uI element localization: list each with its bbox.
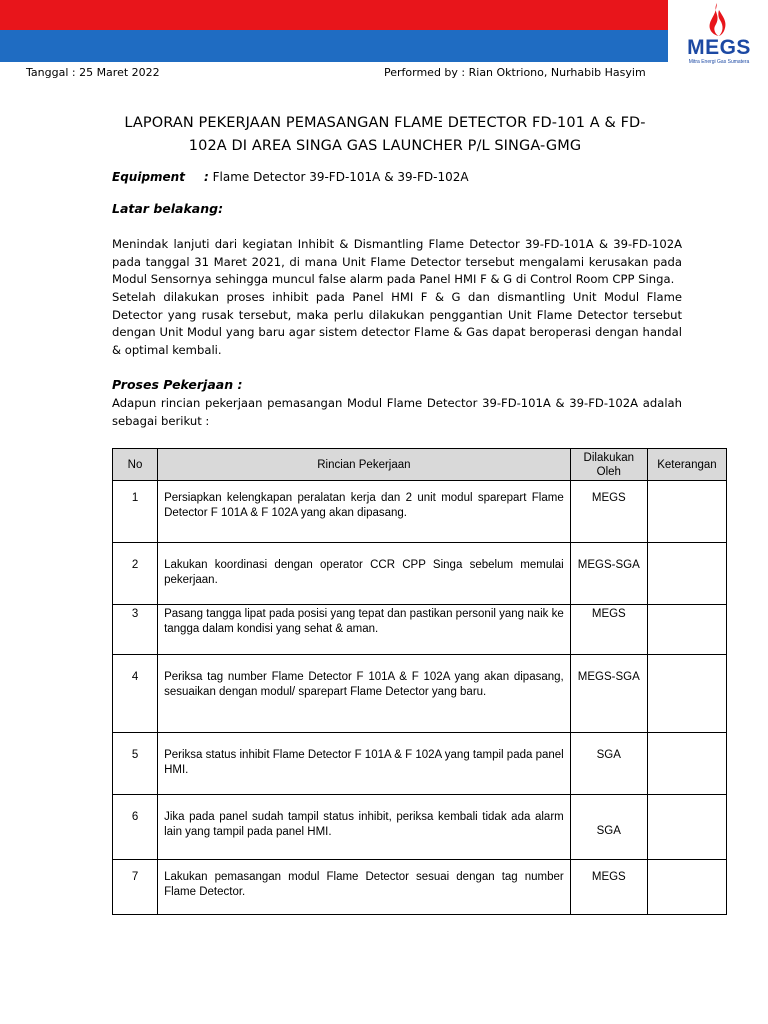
row-no: 3 bbox=[113, 605, 158, 655]
flame-icon bbox=[702, 2, 732, 38]
row-note bbox=[647, 655, 726, 733]
header-desc: Rincian Pekerjaan bbox=[158, 449, 571, 481]
row-by: MEGS bbox=[570, 605, 647, 655]
row-no: 2 bbox=[113, 543, 158, 605]
row-desc: Jika pada panel sudah tampil status inhibit, periksa kembali tidak ada alarm lain yang tampil pada panel HMI. bbox=[158, 795, 571, 860]
row-note bbox=[647, 795, 726, 860]
header-blue-stripe bbox=[0, 30, 668, 62]
background-heading: Latar belakang: bbox=[112, 201, 224, 216]
header-by: Dilakukan Oleh bbox=[570, 449, 647, 481]
brand-name: MEGS bbox=[687, 36, 751, 59]
header-red-stripe bbox=[0, 0, 668, 30]
table-row bbox=[113, 543, 727, 605]
report-date: Tanggal : 25 Maret 2022 bbox=[26, 66, 160, 79]
brand-tagline: Mitra Energi Gas Sumatera bbox=[688, 59, 750, 65]
process-heading: Proses Pekerjaan : bbox=[112, 377, 243, 392]
background-paragraph-2: Setelah dilakukan proses inhibit pada Panel HMI F & G dan dismantling Unit Modul Flame Detector yang rusak tersebut, maka perlu dilakukan penggantian Unit Flame Detector tersebut dengan Unit Modul yang baru agar sistem detector Flame & Gas dapat beroperasi dengan handal & optimal kembali. bbox=[112, 290, 682, 357]
background-paragraph-1: Menindak lanjuti dari kegiatan Inhibit & Dismantling Flame Detector 39-FD-101A & 39-FD-102A pada tanggal 31 Maret 2021, di mana Unit Flame Detector tersebut mengalami kerusakan pada Modul Sensornya sehingga muncul false alarm pada Panel HMI F & G di Control Room CPP Singa. bbox=[112, 237, 682, 286]
row-note bbox=[647, 543, 726, 605]
row-no: 5 bbox=[113, 733, 158, 795]
row-by: MEGS-SGA bbox=[570, 655, 647, 733]
row-note bbox=[647, 481, 726, 543]
row-no: 7 bbox=[113, 860, 158, 915]
equipment-line bbox=[112, 170, 469, 184]
megs-logo bbox=[672, 2, 764, 64]
header-note: Keterangan bbox=[647, 449, 726, 481]
header-no: No bbox=[113, 449, 158, 481]
table-row bbox=[113, 605, 727, 655]
row-by: MEGS bbox=[570, 860, 647, 915]
row-desc: Lakukan koordinasi dengan operator CCR CPP Singa sebelum memulai pekerjaan. bbox=[158, 543, 571, 605]
row-desc: Pasang tangga lipat pada posisi yang tepat dan pastikan personil yang naik ke tangga dalam kondisi yang sehat & aman. bbox=[158, 605, 571, 655]
row-desc: Persiapkan kelengkapan peralatan kerja dan 2 unit modul sparepart Flame Detector F 101A & F 102A yang akan dipasang. bbox=[158, 481, 571, 543]
row-note bbox=[647, 605, 726, 655]
equipment-value: Flame Detector 39-FD-101A & 39-FD-102A bbox=[208, 170, 469, 184]
row-note bbox=[647, 733, 726, 795]
table-row bbox=[113, 733, 727, 795]
row-desc: Periksa status inhibit Flame Detector F 101A & F 102A yang tampil pada panel HMI. bbox=[158, 733, 571, 795]
work-table bbox=[112, 448, 727, 915]
table-header-row bbox=[113, 449, 727, 481]
report-title bbox=[112, 112, 658, 158]
row-by: SGA bbox=[570, 733, 647, 795]
title-line-1: LAPORAN PEKERJAAN PEMASANGAN FLAME DETECTOR FD-101 A & FD- bbox=[124, 115, 646, 131]
row-no: 4 bbox=[113, 655, 158, 733]
equipment-label: Equipment bbox=[112, 170, 185, 184]
row-no: 6 bbox=[113, 795, 158, 860]
equipment-colon: : bbox=[204, 170, 209, 184]
row-by: MEGS bbox=[570, 481, 647, 543]
table-row bbox=[113, 795, 727, 860]
row-no: 1 bbox=[113, 481, 158, 543]
table-row bbox=[113, 860, 727, 915]
performed-by: Performed by : Rian Oktriono, Nurhabib Hasyim bbox=[384, 66, 646, 79]
process-intro: Adapun rincian pekerjaan pemasangan Modul Flame Detector 39-FD-101A & 39-FD-102A adalah sebagai berikut : bbox=[112, 396, 682, 428]
table-row bbox=[113, 481, 727, 543]
row-desc: Periksa tag number Flame Detector F 101A & F 102A yang akan dipasang, sesuaikan dengan modul/ sparepart Flame Detector yang baru. bbox=[158, 655, 571, 733]
title-line-2: 102A DI AREA SINGA GAS LAUNCHER P/L SINGA-GMG bbox=[188, 138, 582, 154]
table-row bbox=[113, 655, 727, 733]
row-by: SGA bbox=[570, 795, 647, 860]
row-note bbox=[647, 860, 726, 915]
row-by: MEGS-SGA bbox=[570, 543, 647, 605]
row-desc: Lakukan pemasangan modul Flame Detector sesuai dengan tag number Flame Detector. bbox=[158, 860, 571, 915]
